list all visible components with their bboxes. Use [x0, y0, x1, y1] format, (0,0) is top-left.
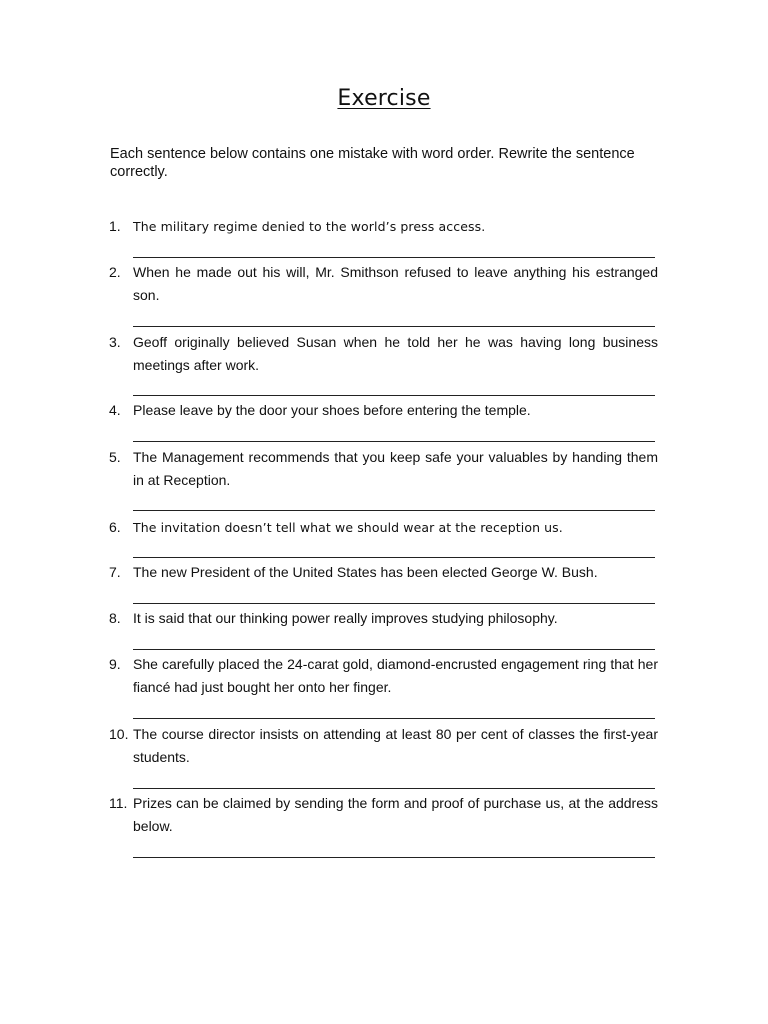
item-number: 1.: [109, 218, 121, 234]
item-number: 2.: [109, 264, 121, 280]
answer-line-9[interactable]: [133, 718, 655, 719]
item-sentence: The invitation doesn’t tell what we should wear at the reception us.: [133, 520, 563, 535]
answer-line-10[interactable]: [133, 788, 655, 789]
item-sentence: Prizes can be claimed by sending the form and proof of purchase us, at the address below.: [133, 795, 658, 834]
item-number: 10.: [109, 726, 129, 742]
answer-line-8[interactable]: [133, 649, 655, 650]
answer-line-11[interactable]: [133, 857, 655, 858]
answer-line-7[interactable]: [133, 603, 655, 604]
answer-line-6[interactable]: [133, 557, 655, 558]
item-sentence: The course director insists on attending at least 80 per cent of classes the first-year students.: [133, 726, 658, 765]
item-number: 5.: [109, 449, 121, 465]
instructions: Each sentence below contains one mistake with word order. Rewrite the sentence correctly.: [110, 146, 635, 180]
item-number: 9.: [109, 656, 121, 672]
item-number: 4.: [109, 402, 121, 418]
item-number: 3.: [109, 334, 121, 350]
item-sentence: When he made out his will, Mr. Smithson refused to leave anything his estranged son.: [133, 264, 658, 303]
item-number: 8.: [109, 610, 121, 626]
answer-line-5[interactable]: [133, 510, 655, 511]
item-sentence: The Management recommends that you keep safe your valuables by handing them in at Reception.: [133, 449, 658, 488]
item-sentence: It is said that our thinking power really improves studying philosophy.: [133, 610, 558, 626]
answer-line-3[interactable]: [133, 395, 655, 396]
answer-line-2[interactable]: [133, 326, 655, 327]
page-title: Exercise: [337, 86, 431, 111]
item-sentence: Please leave by the door your shoes before entering the temple.: [133, 402, 531, 418]
item-number: 7.: [109, 564, 121, 580]
item-sentence: She carefully placed the 24-carat gold, diamond-encrusted engagement ring that her fiancé had just bought her onto her finger.: [133, 656, 658, 695]
item-number: 11.: [109, 795, 128, 811]
answer-line-4[interactable]: [133, 441, 655, 442]
item-number: 6.: [109, 519, 121, 535]
answer-line-1[interactable]: [133, 257, 655, 258]
item-sentence: The new President of the United States has been elected George W. Bush.: [133, 564, 598, 580]
item-sentence: Geoff originally believed Susan when he told her he was having long business meetings after work.: [133, 334, 658, 373]
item-sentence: The military regime denied to the world’s press access.: [133, 219, 486, 234]
